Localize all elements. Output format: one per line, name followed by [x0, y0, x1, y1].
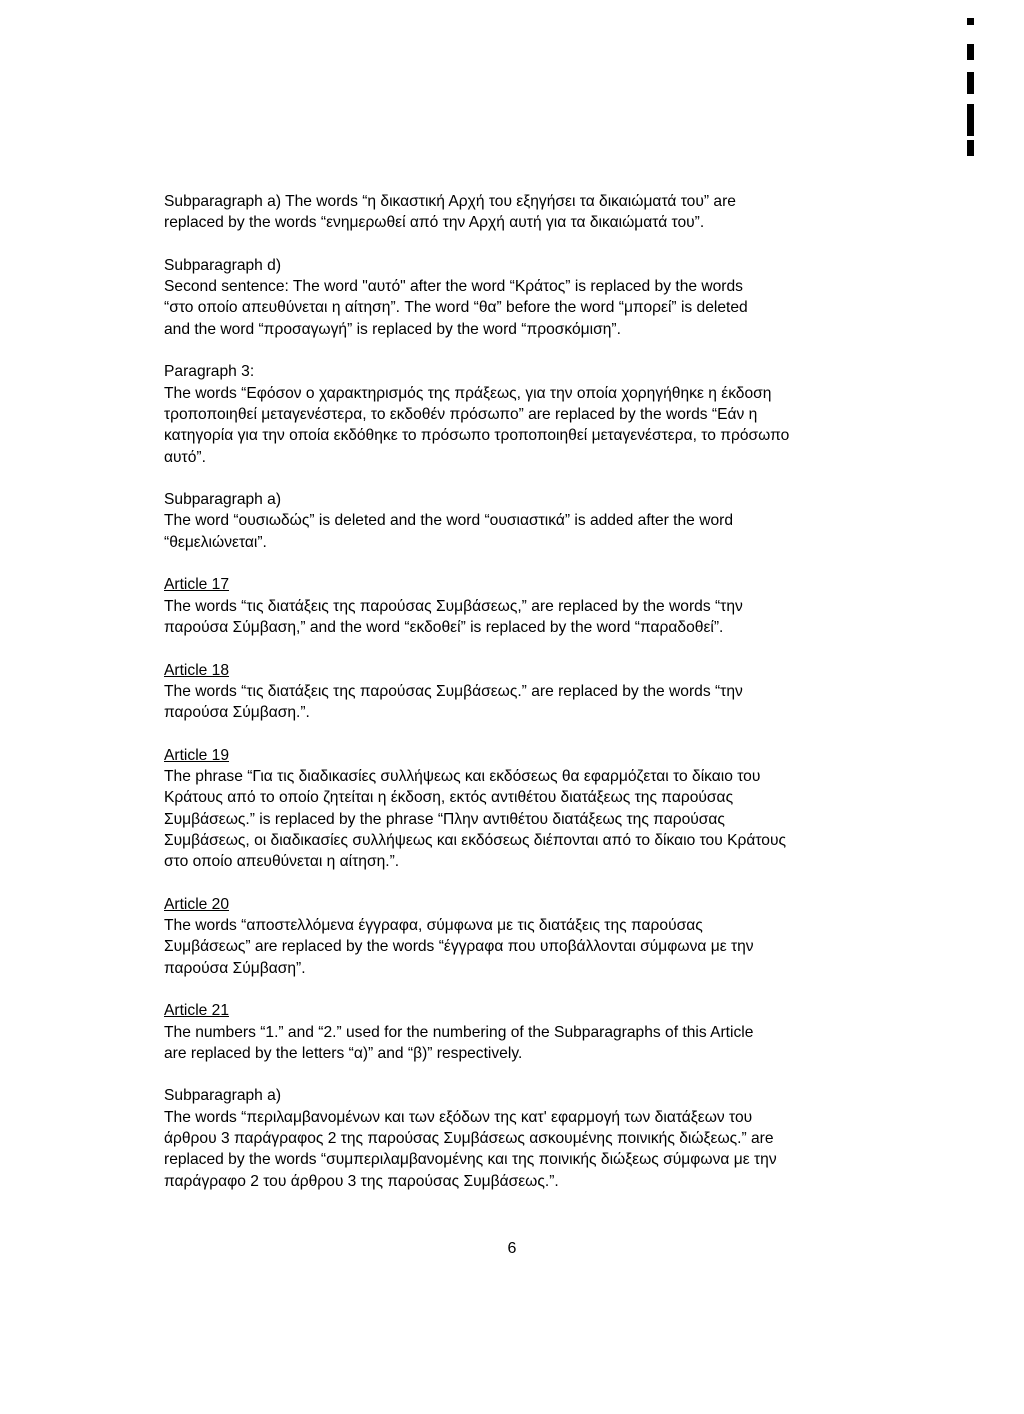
article-block	[164, 1000, 884, 1064]
amendment-block	[164, 191, 884, 234]
text-line: The numbers “1.” and “2.” used for the numbering of the Subparagraphs of this Article	[164, 1023, 754, 1041]
text-line: παράγραφο 2 του άρθρου 3 της παρούσας Συμβάσεως.”.	[164, 1172, 559, 1190]
article-heading: Article 18	[164, 661, 230, 679]
page-number: 6	[507, 1240, 517, 1257]
text-line: The words “περιλαμβανομένων και των εξόδων της κατ' εφαρμογή των διατάξεων του	[164, 1108, 753, 1126]
text-line: “στο οποίο απευθύνεται η αίτηση”. The word “θα” before the word “μπορεί” is deleted	[164, 299, 748, 317]
page-edge-marks	[967, 14, 975, 164]
text-line: The words “τις διατάξεις της παρούσας Συμβάσεως.” are replaced by the words “την	[164, 682, 743, 700]
amendment-block	[164, 1085, 884, 1191]
article-block	[164, 574, 884, 638]
text-line: The words “αποστελλόμενα έγγραφα, σύμφωνα με τις διατάξεις της παρούσας	[164, 917, 703, 935]
page-edge-mark	[967, 72, 974, 94]
text-line: Κράτους από το οποίο ζητείται η έκδοση, εκτός αντιθέτου διατάξεως της παρούσας	[164, 789, 734, 807]
article-block	[164, 894, 884, 979]
text-line: The words “Εφόσον ο χαρακτηρισμός της πράξεως, για την οποία χορηγήθηκε η έκδοση	[164, 384, 772, 402]
amendment-block	[164, 489, 884, 553]
page-edge-mark	[967, 104, 974, 136]
document-body	[164, 191, 884, 1213]
text-line: are replaced by the letters “α)” and “β)” respectively.	[164, 1044, 523, 1062]
page-edge-mark	[967, 140, 974, 156]
text-line: παρούσα Σύμβαση.”.	[164, 704, 310, 722]
text-line: στο οποίο απευθύνεται η αίτηση.”.	[164, 853, 400, 871]
text-line: Second sentence: The word "αυτό" after the word “Κράτος” is replaced by the words	[164, 278, 743, 296]
text-line: αυτό”.	[164, 448, 206, 466]
text-line: The word “ουσιωδώς” is deleted and the word “ουσιαστικά” is added after the word	[164, 512, 733, 530]
text-line: τροποποιηθεί μεταγενέστερα, το εκδοθέν πρόσωπο” are replaced by the words “Εάν η	[164, 405, 758, 423]
text-line: παρούσα Σύμβαση”.	[164, 959, 306, 977]
text-line: Paragraph 3:	[164, 363, 255, 381]
page-edge-mark	[967, 44, 974, 60]
article-heading: Article 19	[164, 746, 230, 764]
text-line: κατηγορία για την οποία εκδόθηκε το πρόσωπο τροποποιηθεί μεταγενέστερα, το πρόσωπο	[164, 427, 790, 445]
article-heading: Article 21	[164, 1002, 230, 1020]
text-line: replaced by the words “συμπεριλαμβανομένης και της ποινικής διώξεως σύμφωνα με την	[164, 1151, 777, 1169]
text-line: Subparagraph a) The words “η δικαστική Αρχή του εξηγήσει τα δικαιώματά του” are	[164, 193, 736, 210]
text-line: Συμβάσεως, οι διαδικασίες συλλήψεως και εκδόσεως διέπονται από το δίκαιο του Κράτους	[164, 831, 787, 849]
amendment-block	[164, 361, 884, 467]
article-heading: Article 17	[164, 576, 230, 594]
text-line: παρούσα Σύμβαση,” and the word “εκδοθεί” is replaced by the word “παραδοθεί”.	[164, 618, 724, 636]
text-line: Συμβάσεως” are replaced by the words “έγγραφα που υποβάλλονται σύμφωνα με την	[164, 938, 754, 956]
page-edge-mark	[967, 18, 974, 25]
text-line: replaced by the words “ενημερωθεί από την Αρχή αυτή για τα δικαιώματά του”.	[164, 214, 705, 232]
amendment-block	[164, 255, 884, 340]
text-line: Subparagraph a)	[164, 491, 282, 509]
text-line: Συμβάσεως.” is replaced by the phrase “Πλην αντιθέτου διατάξεως της παρούσας	[164, 810, 725, 828]
text-line: “θεμελιώνεται”.	[164, 533, 267, 551]
text-line: and the word “προσαγωγή” is replaced by the word “προσκόμιση”.	[164, 320, 621, 338]
article-heading: Article 20	[164, 895, 230, 913]
text-line: The words “τις διατάξεις της παρούσας Συμβάσεως,” are replaced by the words “την	[164, 597, 743, 615]
text-line: άρθρου 3 παράγραφος 2 της παρούσας Συμβάσεως ασκουμένης ποινικής διώξεως.” are	[164, 1130, 774, 1148]
text-line: The phrase “Για τις διαδικασίες συλλήψεως και εκδόσεως θα εφαρμόζεται το δίκαιο του	[164, 768, 761, 786]
article-block	[164, 660, 884, 724]
article-block	[164, 745, 884, 873]
text-line: Subparagraph d)	[164, 256, 282, 274]
text-line: Subparagraph a)	[164, 1087, 282, 1105]
